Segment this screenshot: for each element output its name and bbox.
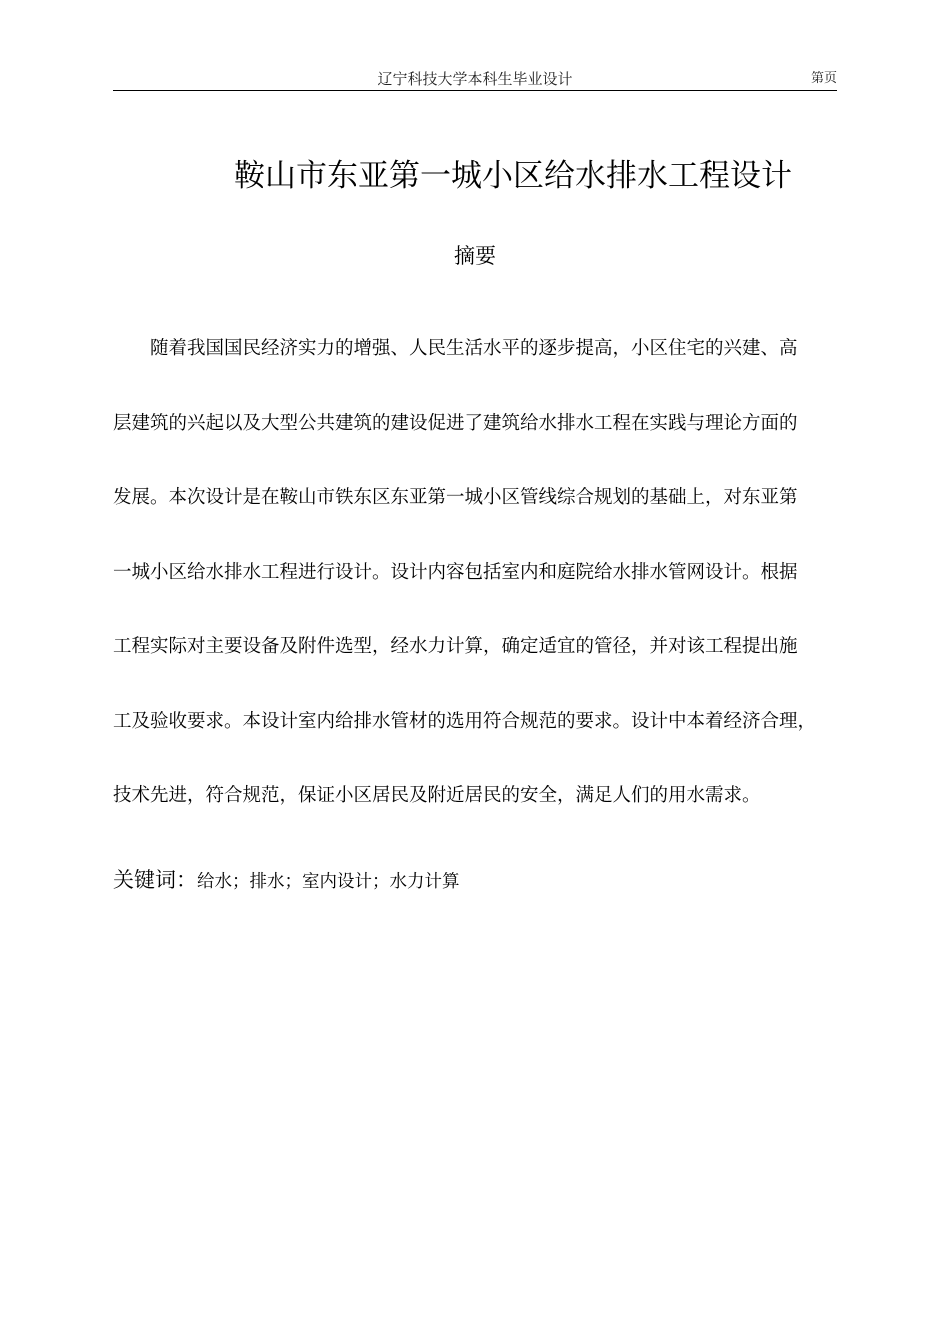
abstract-heading: 摘要 [454,244,496,268]
abstract-line: 技术先进，符合规范，保证小区居民及附近居民的安全，满足人们的用水需求。 [113,785,761,806]
abstract-body [113,312,853,834]
page-header [113,66,837,91]
header-title: 辽宁科技大学本科生毕业设计 [377,70,573,88]
abstract-line: 工及验收要求。本设计室内给排水管材的选用符合规范的要求。设计中本着经济合理， [113,710,817,732]
abstract-line: 工程实际对主要设备及附件选型，经水力计算，确定适宜的管径，并对该工程提出施 [113,636,798,657]
keywords [113,860,837,902]
abstract-line: 发展。本次设计是在鞍山市铁东区东亚第一城小区管线综合规划的基础上，对东亚第 [113,487,798,508]
abstract-line: 随着我国国民经济实力的增强、人民生活水平的逐步提高，小区住宅的兴建、高 [113,338,798,359]
document-title: 鞍山市东亚第一城小区给水排水工程设计 [234,158,792,194]
keywords-label: 关键词： [113,868,197,892]
header-page-number: 第页 [810,71,837,86]
abstract-line: 一城小区给水排水工程进行设计。设计内容包括室内和庭院给水排水管网设计。根据 [113,561,798,583]
abstract-line: 层建筑的兴起以及大型公共建筑的建设促进了建筑给水排水工程在实践与理论方面的 [113,412,798,434]
keywords-text: 给水；排水；室内设计；水力计算 [197,872,460,892]
